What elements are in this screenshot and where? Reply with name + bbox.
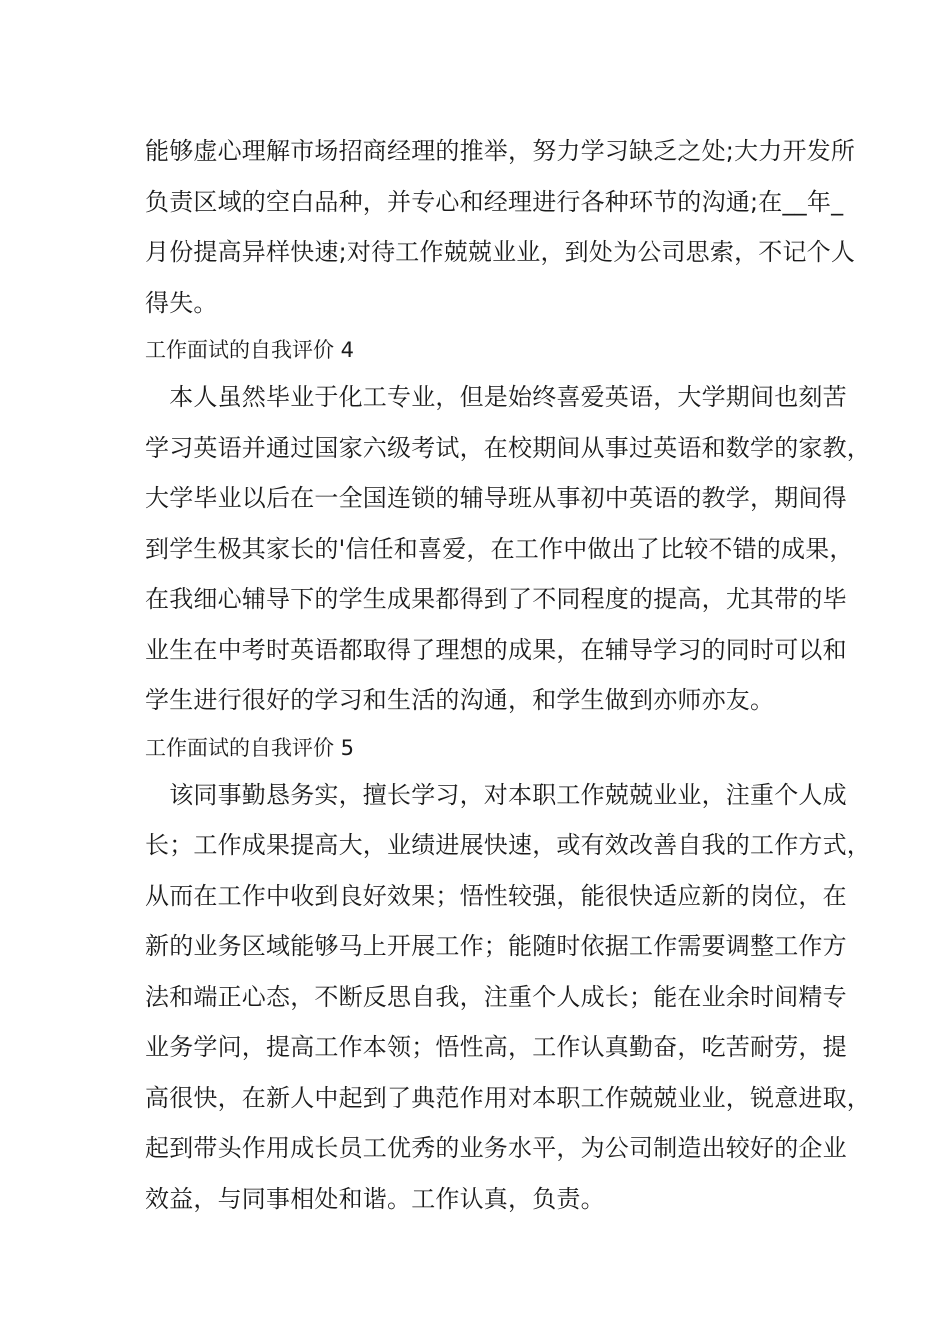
section-heading-5: 工作面试的自我评价 5 <box>145 735 355 760</box>
text-line: 业生在中考时英语都取得了理想的成果，在辅导学习的同时可以和 <box>145 635 847 664</box>
document-content <box>145 126 871 1224</box>
text-line: 得失。 <box>145 288 218 317</box>
text-line: 法和端正心态，不断反思自我，注重个人成长；能在业余时间精专 <box>145 982 847 1011</box>
text-line: 负责区域的空白品种，并专心和经理进行各种环节的沟通;在__年_ <box>145 187 844 216</box>
paragraph-1 <box>145 126 856 328</box>
text-line: 大学毕业以后在一全国连锁的辅导班从事初中英语的教学，期间得 <box>145 484 847 512</box>
text-line: 效益，与同事相处和谐。工作认真，负责。 <box>145 1184 605 1213</box>
text-line: 能够虚心理解市场招商经理的推举，努力学习缺乏之处;大力开发所 <box>145 137 856 165</box>
text-line: 高很快，在新人中起到了典范作用对本职工作兢兢业业，锐意进取， <box>145 1083 871 1112</box>
text-line: 从而在工作中收到良好效果；悟性较强，能很快适应新的岗位，在 <box>145 881 847 910</box>
text-line: 新的业务区域能够马上开展工作；能随时依据工作需要调整工作方 <box>145 932 847 960</box>
text-line: 起到带头作用成长员工优秀的业务水平，为公司制造出较好的企业 <box>145 1134 847 1162</box>
text-line: 学习英语并通过国家六级考试，在校期间从事过英语和数学的家教， <box>145 433 871 462</box>
section-heading-4: 工作面试的自我评价 4 <box>145 338 355 362</box>
text-line: 在我细心辅导下的学生成果都得到了不同程度的提高，尤其带的毕 <box>145 585 847 613</box>
paragraph-5 <box>145 770 871 1225</box>
text-line: 学生进行很好的学习和生活的沟通，和学生做到亦师亦友。 <box>145 686 775 714</box>
text-line: 本人虽然毕业于化工专业，但是始终喜爱英语，大学期间也刻苦 <box>145 383 847 411</box>
text-line: 长；工作成果提高大，业绩进展快速，或有效改善自我的工作方式， <box>145 831 871 859</box>
text-line: 业务学问，提高工作本领；悟性高，工作认真勤奋，吃苦耐劳，提 <box>145 1033 847 1061</box>
text-line: 该同事勤恳务实，擅长学习，对本职工作兢兢业业，注重个人成 <box>145 780 847 809</box>
text-line: 到学生极其家长的'信任和喜爱，在工作中做出了比较不错的成果， <box>145 534 854 563</box>
paragraph-4 <box>145 372 871 726</box>
text-line: 月份提高异样快速;对待工作兢兢业业，到处为公司思索，不记个人 <box>145 238 856 266</box>
